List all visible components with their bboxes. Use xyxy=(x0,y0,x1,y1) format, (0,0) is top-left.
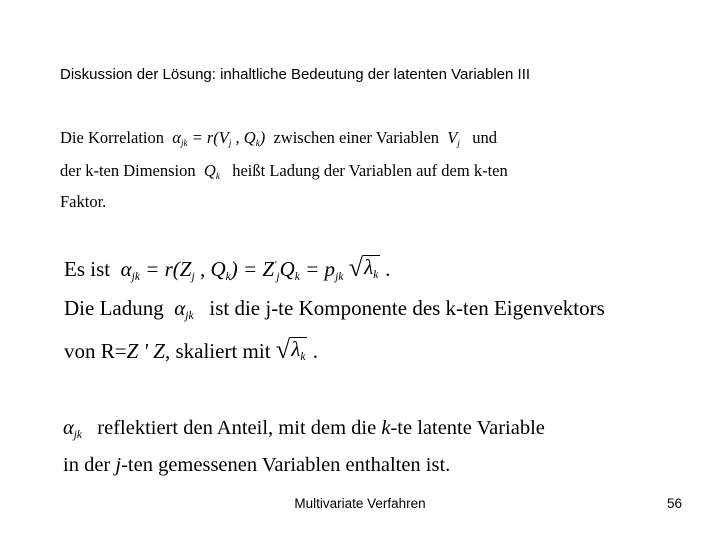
block1-line2 xyxy=(60,161,508,181)
math-j: j xyxy=(115,454,122,476)
text: -te latente Variable xyxy=(390,417,545,439)
text: Es ist xyxy=(64,257,111,281)
slide-footer: Multivariate Verfahren xyxy=(294,496,426,511)
formula-vj: $V_j$ xyxy=(443,128,460,149)
block1-line3: Faktor. xyxy=(60,192,107,211)
block2-line2 xyxy=(64,296,605,322)
text: reflektiert den Anteil, mit dem die xyxy=(97,417,377,439)
formula-alpha: $\alpha_{jk}$ xyxy=(168,296,194,323)
slide-title: Diskussion der Lösung: inhaltliche Bedeutung der latenten Variablen III xyxy=(60,66,531,83)
text: Die Korrelation xyxy=(60,128,165,147)
formula-r: Z ' Z xyxy=(126,339,165,363)
formula-correlation: $\alpha_{jk} = r(V_j$ , $Q_k$) xyxy=(168,128,270,149)
math-k: k xyxy=(381,417,391,439)
formula-qk: $Q_k$ xyxy=(199,161,220,182)
text: und xyxy=(472,128,498,147)
text: -ten gemessenen Variablen enthalten ist. xyxy=(121,454,451,476)
block2-line3: von R=Z ' Z, skaliert mit √ $\lambda_k$ . xyxy=(64,335,318,364)
block1-line1 xyxy=(60,128,497,148)
block3-line2 xyxy=(63,454,450,477)
formula-sqrt-lambda: √ $\lambda_k$ xyxy=(275,335,306,364)
text: heißt Ladung der Variablen auf dem k-ten xyxy=(232,161,508,180)
text: in der xyxy=(63,454,111,476)
text: Die Ladung xyxy=(64,296,164,320)
text: von R= xyxy=(64,339,127,363)
page-number: 56 xyxy=(666,496,682,511)
text: zwischen einer Variablen xyxy=(273,128,440,147)
text: , skaliert mit xyxy=(164,339,271,363)
block2-line1 xyxy=(64,255,391,283)
text: ist die j-te Komponente des k-ten Eigenvektors xyxy=(209,296,605,320)
block3-line1 xyxy=(63,417,545,441)
text: der k-ten Dimension xyxy=(60,161,196,180)
formula-loading: $\alpha_{jk} = r(Z_j$ , $Q_k) = Z'_jQ_k = p_{jk}$ √ $\lambda_k$ . xyxy=(115,253,391,284)
formula-alpha: $\alpha_{jk}$ xyxy=(63,417,82,441)
